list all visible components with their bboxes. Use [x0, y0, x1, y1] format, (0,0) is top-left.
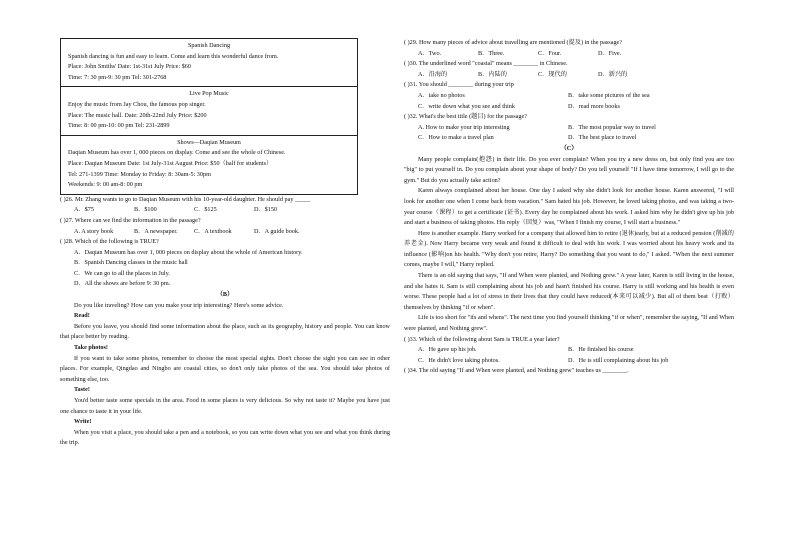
question-option: C．现代的 — [538, 70, 567, 78]
question — [404, 366, 734, 377]
passage-label: （B） — [216, 291, 234, 299]
left-column — [60, 38, 390, 449]
section-heading: Take photos! — [74, 344, 108, 352]
section-heading: Taste! — [74, 386, 90, 394]
question-stem: ( )26. Mr. Zhang wants to go to Daqian Museum with his 10-year-old daughter. He should pay _____ — [60, 195, 311, 203]
section-heading: Read! — [74, 312, 90, 320]
question-option: D．$150 — [254, 206, 278, 214]
question-option: B．Three. — [478, 49, 505, 57]
question-stem: ( )33. Which of the following about Sam is TRUE a year later? — [404, 335, 560, 343]
left-questions — [60, 195, 390, 290]
question-option: A. How to make your trip interesting — [418, 123, 510, 131]
question-stem: ( )34. The old saying "If and When were planted, and Nothing grew" teaches us ________. — [404, 367, 629, 375]
ad-cell — [61, 136, 357, 194]
question-option: D．He is still complaining about his job — [568, 356, 669, 364]
question — [60, 237, 390, 290]
question-option: D．read more books — [568, 102, 620, 110]
question — [404, 112, 734, 144]
question — [404, 80, 734, 112]
section-text: You'd better taste some specials in the area. Food in some places is very delicious. So why not taste it? Maybe you have just one chance to taste it in your life. — [60, 397, 390, 415]
question-option: C．write down what you see and think — [418, 102, 515, 110]
question — [60, 195, 390, 216]
question-stem: ( )27. Where can we find the information in the passage? — [60, 216, 201, 224]
section-text: When you visit a place, you should take a pen and a notebook, so you can write down what you see and what you think during the trip. — [60, 428, 390, 447]
question — [404, 59, 734, 80]
passage-paragraph: Life is too short for "ifs and whens". The next time you find yourself thinking "if or when", remember the saying, "If and When were planted, and Nothing grew". — [404, 314, 734, 333]
right-questions-2 — [404, 335, 734, 377]
question-stem: ( )28. Which of the following is TRUE? — [60, 238, 159, 246]
ad-line: Enjoy the music from Jay Chou, the famous pop singer. — [68, 100, 206, 108]
question-stem: ( )32. What's the best title (题目) for the passage? — [404, 113, 527, 121]
question-option: C．$125 — [194, 206, 217, 214]
question-option: A．Daqian Museum has over 1, 000 pieces on display about the whole of American history. — [74, 248, 303, 256]
question-option: B．Spanish Dancing classes in the music hall — [74, 259, 188, 267]
question-stem: ( )29. How many pieces of advice about travelling are mentioned (提及) in the passage? — [404, 39, 623, 46]
question-option: C．We can go to all the places in July. — [74, 269, 170, 277]
question-option: C．A textbook — [194, 227, 232, 235]
section-text: Before you leave, you should find some information about the place, such as its geography, history and people. You can know that place better by reading. — [60, 322, 390, 341]
ad-line: Time: 8: 00 pm-10: 00 pm Tel: 231-2899 — [68, 122, 170, 130]
question-option: B．The most popular way to travel — [568, 123, 656, 131]
ad-cell — [61, 39, 357, 87]
option-row — [404, 133, 734, 144]
passage-paragraph: Here is another example. Harry worked for a company that allowed him to retire (退休)early, but at a reduced pension (削减的养老金). Now Harry became very weak and found it difficult to deal with his work. I was worried about his heavy work and its influence (影响)on his health. "Why don't you retire, Harry? Do something that you want to do," I asked. "When the next summer comes, maybe I will," Harry replied. — [404, 229, 734, 269]
right-questions — [404, 38, 734, 144]
question — [404, 38, 734, 59]
ad-line: Tel: 271-1399 Time: Monday to Friday: 8: 30am-5: 30pm — [68, 170, 211, 178]
ad-line: Place: The music hall. Date: 20th-22nd July Price: $200 — [68, 111, 207, 119]
passage-paragraph: Many people complain(抱怨) in their life. Do you ever complain? When you try a new dress on, but only find you are too "big" to put yourself in. Do you complain about your shape of body? Do you tell yourself "If I have time tomorrow, I will go to the gym." But do you actually take action? — [404, 155, 734, 184]
ad-line: Place: Daqian Museum Date: 1st July-31st August Price: $50（half for students） — [68, 159, 273, 167]
option-row — [404, 356, 734, 367]
option-row — [404, 345, 734, 356]
question-option: C．How to make a travel plan — [418, 134, 494, 142]
question-option: B．内陆的 — [478, 70, 507, 78]
question-option: B．$100 — [134, 206, 157, 214]
ad-line: Daqian Museum has over 1, 000 pieces on display. Come and see the whole of Chinese. — [68, 149, 286, 157]
question-option: D．A guide book. — [254, 227, 300, 235]
question-option: C．He didn't love taking photos. — [418, 356, 500, 364]
ad-line: Place: John Smiths' Date: 1st-31st July Price: $60 — [68, 63, 191, 71]
ad-title: Shows—Daqian Museum — [177, 138, 241, 146]
passage-intro: Do you like traveling? How can you make your trip interesting? Here's some advice. — [74, 301, 284, 309]
ad-line: Spanish dancing is fun and easy to learn. Come and learn this wonderful dance from. — [68, 52, 279, 60]
option-row — [404, 123, 734, 134]
question-option: D．All the shows are before 9: 30 pm. — [74, 280, 171, 288]
option-row — [60, 205, 390, 216]
advertisement-table — [60, 38, 358, 195]
ad-title: Spanish Dancing — [187, 42, 231, 49]
right-column — [404, 38, 734, 377]
ad-title: Live Pop Music — [189, 90, 229, 98]
option-row — [404, 91, 734, 102]
ad-line: Weekends: 9: 00 am-8: 00 pm — [68, 181, 143, 189]
ad-cell — [61, 87, 357, 135]
question — [60, 216, 390, 237]
question-option: A. A story book — [74, 227, 114, 235]
question-option: A．take no photos — [418, 91, 465, 99]
passage-paragraph: There is an old saying that says, "If and When were planted, and Nothing grew." A year later, Karen is still living in the house, and she hates it. Sam is still complaining about his job and hasn't finished his course. Harry is still working and his health is even worse. These people had a lot of stress in their lives that they could have reduced(本来可以减少). But all of them beat（打败）themselves by thinking "if or when". — [404, 272, 734, 311]
passage-c — [404, 144, 734, 335]
option-row — [404, 49, 734, 60]
question — [404, 335, 734, 367]
section-text: If you want to take some photos, remember to choose the most special sights. Don't choose the sight you can see in other places. For example, Qingdao and Ningbo are coastal cities, so don't only take photos of the sea. You should take photos of something else, too. — [60, 354, 390, 383]
question-option: A．He gave up his job. — [418, 346, 477, 354]
question-option: A．$75 — [74, 206, 94, 214]
question-option: B．take some pictures of the sea — [568, 91, 650, 99]
question-option: D．新兴的 — [598, 70, 628, 78]
passage-b — [60, 290, 390, 449]
option-row — [404, 102, 734, 113]
passage-label: （C） — [560, 144, 578, 152]
question-option: B．He finished his course — [568, 346, 634, 354]
option-row — [404, 70, 734, 81]
question-option: B．A newspaper. — [134, 227, 178, 235]
question-option: D．The best place to travel — [568, 134, 637, 142]
question-option: C．Four. — [538, 49, 562, 57]
question-stem: ( )31. You should ________ during your trip — [404, 81, 514, 89]
section-heading: Write! — [74, 418, 92, 426]
question-option: A．沿海的 — [418, 70, 448, 78]
option-row — [60, 227, 390, 238]
question-option: D．Five. — [598, 49, 622, 57]
question-stem: ( )30. The underlined word "coastal" means ________ in Chinese. — [404, 60, 568, 68]
passage-paragraph: Karen always complained about her house. One day I asked why she didn't look for another house. Karen answered, "I will look for another one when I come back from vacation." Sam hated his job. However, he loved taking photos, and was taking a two-year course（课程）to get a certificate (证书). Every day he complained about his work. I asked him why he didn't give up his job and start a business of taking photos. His reply（回复）was, "When I finish my course, I will start a business." — [404, 187, 734, 227]
question-option: A．Two. — [418, 49, 442, 57]
ad-line: Time: 7: 30 pm-9: 30 pm Tel: 301-2768 — [68, 73, 167, 81]
